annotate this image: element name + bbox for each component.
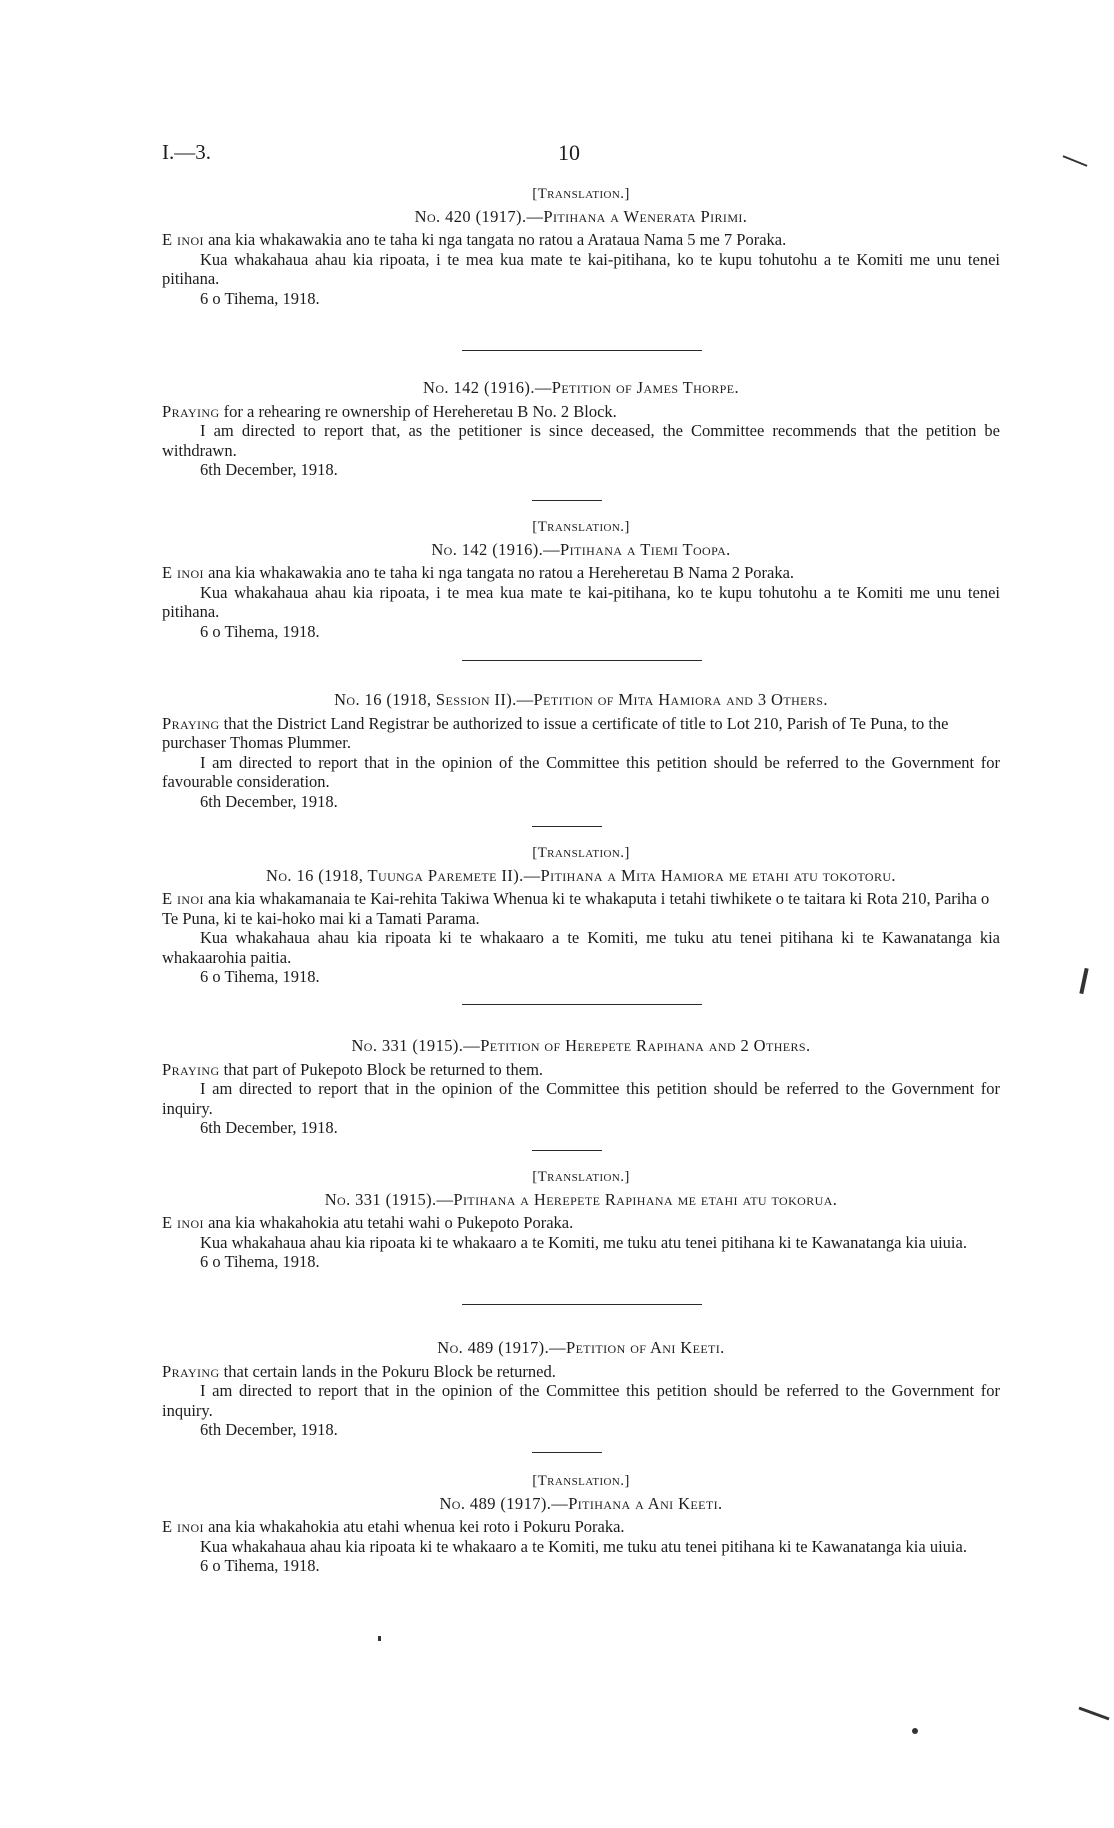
lead-word: Praying [162, 1361, 220, 1381]
committee-report: Kua whakahaua ahau kia ripoata ki te whakaaro a te Komiti, me tuku atu tenei pitihana ki te Kawanatanga kia uiuia. [200, 1232, 967, 1252]
report-date: 6 o Tihema, 1918. [200, 1556, 320, 1575]
short-divider [532, 1150, 602, 1151]
petition-title: No. 489 (1917).—Petition of Ani Keeti. [437, 1338, 725, 1357]
lead-word: E inoi [162, 1517, 204, 1536]
petition-section [162, 1472, 1000, 1576]
committee-report: Kua whakahaua ahau kia ripoata ki te whakaaro a te Komiti, me tuku atu tenei pitihana ki te Kawanatanga kia uiuia. [200, 1536, 967, 1556]
lead-word: E inoi [162, 230, 204, 249]
petition-title: No. 142 (1916).—Petition of James Thorpe. [423, 378, 739, 397]
lead-word: Praying [162, 713, 220, 733]
report-code: I.—3. [162, 140, 211, 164]
report-date: 6th December, 1918. [200, 460, 338, 479]
committee-report: I am directed to report that, as the petitioner is since deceased, the Committee recommends that the petition be withdrawn. [162, 421, 1000, 460]
committee-report: I am directed to report that in the opinion of the Committee this petition should be referred to the Government for favourable consideration. [162, 752, 1000, 791]
scan-dot [912, 1728, 918, 1734]
report-date: 6 o Tihema, 1918. [200, 967, 320, 986]
petition-prayer [162, 1060, 1000, 1080]
scan-mark [1078, 1707, 1109, 1721]
short-divider [532, 826, 602, 827]
petition-title: No. 420 (1917).—Pitihana a Wenerata Pirimi. [414, 206, 748, 226]
petition-title: No. 331 (1915).—Petition of Herepete Rapihana and 2 Others. [351, 1036, 811, 1055]
lead-word: Praying [162, 401, 220, 421]
committee-report: Kua whakahaua ahau kia ripoata, i te mea kua mate te kai-pitihana, ko te kupu tohutohu a te Komiti me unu tenei pitihana. [162, 582, 1000, 621]
section-divider [462, 1004, 702, 1005]
report-date: 6 o Tihema, 1918. [200, 1252, 320, 1271]
translation-label: [Translation.] [532, 186, 630, 202]
petition-title: No. 16 (1918, Session II).—Petition of Mita Hamiora and 3 Others. [334, 690, 828, 709]
page-number: 10 [558, 140, 580, 165]
short-divider [532, 1452, 602, 1453]
section-divider [462, 350, 702, 351]
lead-word: E inoi [162, 563, 204, 582]
prayer-text: that certain lands in the Pokuru Block be returned. [219, 1361, 556, 1381]
petition-title: No. 16 (1918, Tuunga Paremete II).—Pitihana a Mita Hamiora me etahi atu tokotoru. [266, 865, 896, 885]
petition-section [162, 690, 1000, 811]
section-divider [462, 660, 702, 661]
prayer-text: ana kia whakahokia atu tetahi wahi o Pukepoto Poraka. [203, 1213, 574, 1232]
prayer-text: ana kia whakawakia ano te taha ki nga tangata no ratou a Arataua Nama 5 me 7 Poraka. [203, 230, 787, 249]
lead-word: E inoi [162, 1213, 204, 1232]
report-date: 6th December, 1918. [200, 791, 338, 811]
petition-section [162, 844, 1000, 987]
petition-title: No. 331 (1915).—Pitihana a Herepete Rapihana me etahi atu tokorua. [324, 1189, 838, 1209]
prayer-text: that part of Pukepoto Block be returned to them. [219, 1059, 544, 1079]
petition-prayer [162, 1213, 1000, 1233]
petition-prayer [162, 563, 1000, 583]
lead-word: E inoi [162, 889, 204, 908]
petition-prayer [162, 1517, 1000, 1537]
committee-report: I am directed to report that in the opinion of the Committee this petition should be referred to the Government for inquiry. [162, 1381, 1000, 1420]
prayer-text: ana kia whakamanaia te Kai-rehita Takiwa Whenua ki te whakaputa i tetahi tiwhikete o te taitara ki Rota 210, Pariha o Te Puna, ki te kai-hoko mai ki a Tamati Parama. [162, 889, 990, 928]
translation-label: [Translation.] [532, 1169, 630, 1185]
scan-mark [1079, 968, 1088, 994]
petition-title: No. 489 (1917).—Pitihana a Ani Keeti. [439, 1493, 723, 1513]
section-divider [462, 1304, 702, 1305]
committee-report: Kua whakahaua ahau kia ripoata, i te mea kua mate te kai-pitihana, ko te kupu tohutohu a te Komiti me unu tenei pitihana. [162, 249, 1000, 288]
petition-section [162, 1168, 1000, 1272]
petition-prayer [162, 230, 1000, 250]
petition-prayer [162, 402, 1000, 422]
prayer-text: ana kia whakahokia atu etahi whenua kei roto i Pokuru Poraka. [203, 1517, 625, 1536]
translation-label: [Translation.] [532, 1473, 630, 1489]
petition-prayer [162, 714, 1000, 753]
prayer-text: that the District Land Registrar be authorized to issue a certificate of title to Lot 210, Parish of Te Puna, to the purchaser Thomas Plummer. [162, 713, 949, 752]
report-date: 6th December, 1918. [200, 1118, 338, 1137]
petition-prayer [162, 889, 1000, 928]
committee-report: I am directed to report that in the opinion of the Committee this petition should be referred to the Government for inquiry. [162, 1079, 1000, 1118]
petition-section [162, 518, 1000, 641]
petition-section [162, 1338, 1000, 1440]
petition-section [162, 378, 1000, 480]
petition-section [162, 1036, 1000, 1138]
petition-prayer [162, 1362, 1000, 1382]
report-date: 6 o Tihema, 1918. [200, 288, 320, 308]
committee-report: Kua whakahaua ahau kia ripoata ki te whakaaro a te Komiti, me tuku atu tenei pitihana ki te Kawanatanga kia whakaarohia paitia. [162, 928, 1000, 967]
prayer-text: ana kia whakawakia ano te taha ki nga tangata no ratou a Hereheretau B Nama 2 Poraka. [203, 563, 795, 582]
petition-title: No. 142 (1916).—Pitihana a Tiemi Toopa. [431, 539, 731, 559]
scan-dot [378, 1636, 381, 1641]
translation-label: [Translation.] [532, 845, 630, 861]
lead-word: Praying [162, 1059, 220, 1079]
prayer-text: for a rehearing re ownership of Hereheretau B No. 2 Block. [219, 401, 617, 421]
report-date: 6 o Tihema, 1918. [200, 621, 320, 641]
report-date: 6th December, 1918. [200, 1420, 338, 1439]
petition-section [162, 185, 1000, 308]
scan-mark [1063, 155, 1088, 167]
short-divider [532, 500, 602, 501]
translation-label: [Translation.] [532, 519, 630, 535]
